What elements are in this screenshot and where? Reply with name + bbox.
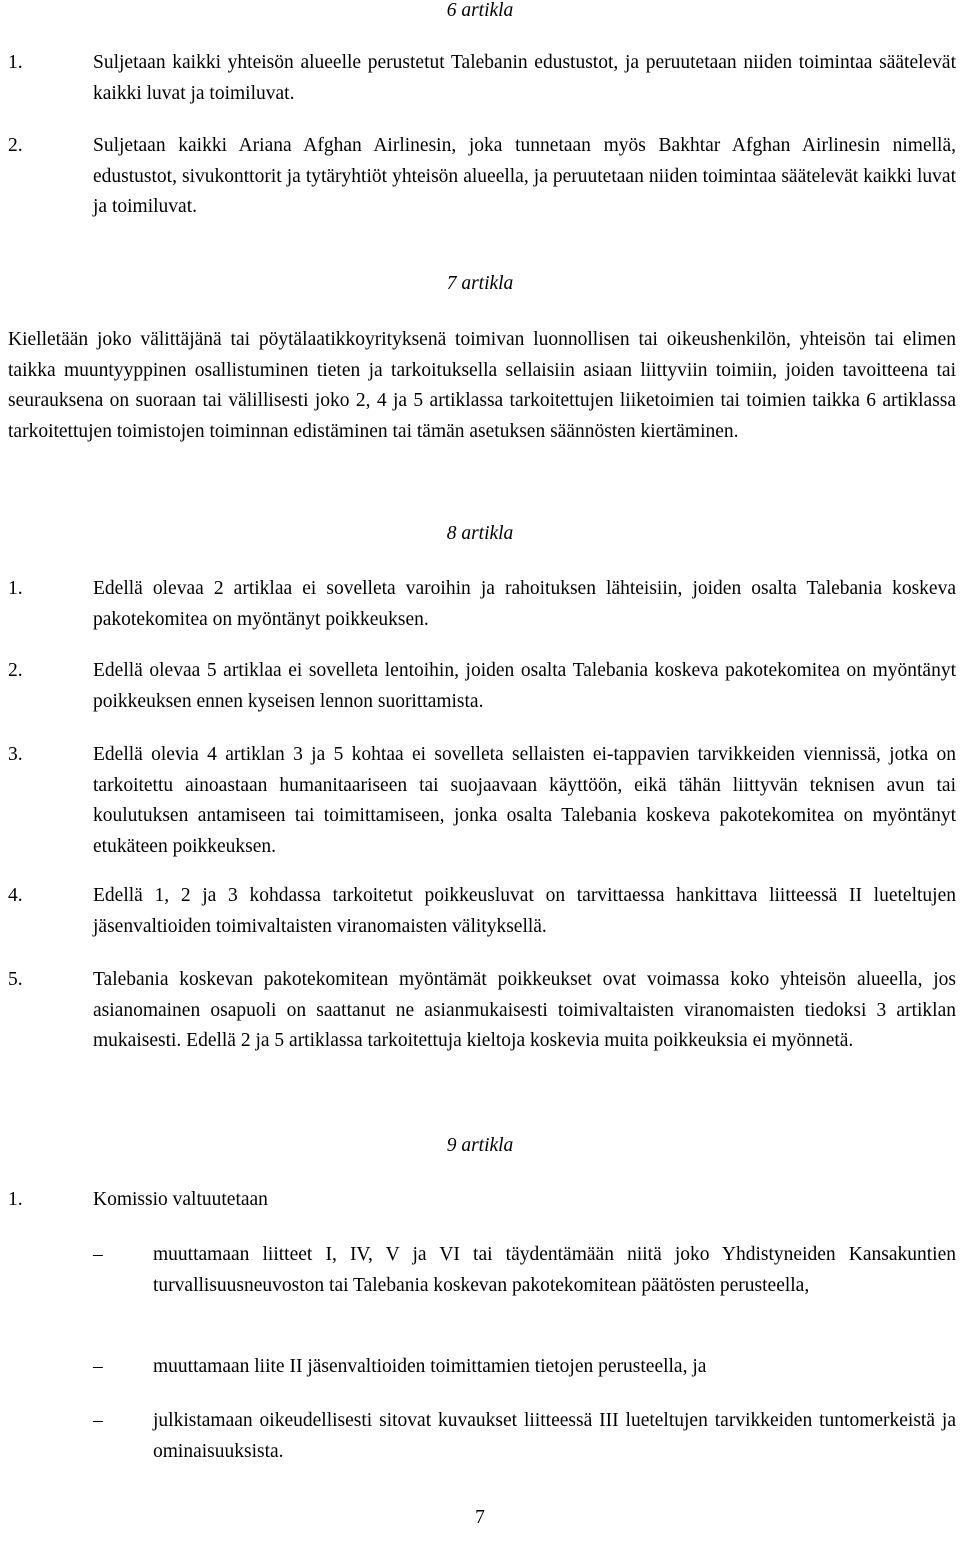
article-8-item-5 [8,965,956,1057]
dash-item-text: muuttamaan liitteet I, IV, V ja VI tai täydentämään niitä joko Yhdistyneiden Kansakuntien turvallisuusneuvoston tai Talebania koskevan pakotekomitean päätösten perusteella, [153,1244,956,1296]
item-text: Edellä 1, 2 ja 3 kohdassa tarkoitetut poikkeusluvat on tarvittaessa hankittava liitteessä II lueteltujen jäsenvaltioiden toimivaltaisten viranomaisten välityksellä. [93,885,956,937]
article-8-item-2 [8,656,956,717]
article-9-dash-item-2 [93,1352,956,1383]
item-number: 1. [8,52,23,73]
article-9-dash-item-1 [93,1240,956,1301]
article-6-item-1 [8,48,956,109]
dash-marker: – [93,1244,103,1265]
article-8-item-1 [8,574,956,635]
article-9-heading: 9 artikla [446,1135,514,1156]
article-8-item-4 [8,881,956,942]
article-7-paragraph: Kielletään joko välittäjänä tai pöytälaatikkoyrityksenä toimivan luonnollisen tai oikeushenkilön, yhteisön tai elimen taikka muuntyyppinen osallistuminen tieten ja tarkoituksella sellaisiin asiaan liittyviin toimiin, joiden tavoitteena tai seurauksena on suoraan tai välillisesti joko 2, 4 ja 5 artiklassa tarkoitettujen liiketoimien tai toimien taikka 6 artiklassa tarkoitettujen toimistojen toiminnan edistäminen tai tämän asetuksen säännösten kiertäminen. [8,329,956,442]
item-text: Edellä olevaa 2 artiklaa ei sovelleta varoihin ja rahoituksen lähteisiin, joiden osalta Talebania koskeva pakotekomitea on myöntänyt poikkeuksen. [93,578,956,630]
item-text: Komissio valtuutetaan [93,1189,268,1210]
article-8-heading: 8 artikla [446,523,514,544]
item-number: 2. [8,660,23,681]
item-text: Edellä olevia 4 artiklan 3 ja 5 kohtaa ei sovelleta sellaisten ei-tappavien tarvikkeiden viennissä, jotka on tarkoitettu ainoastaan humanitaariseen tai suojaavaan käyttöön, eikä tähän liittyvän teknisen avun tai koulutuksen antamiseen tai toimittamiseen, jonka osalta Talebania koskeva pakotekomitea on myöntänyt etukäteen poikkeuksen. [93,744,956,857]
item-number: 3. [8,744,23,765]
article-6-heading: 6 artikla [446,0,514,21]
article-9-dash-item-3 [93,1406,956,1467]
page-number: 7 [475,1507,485,1528]
item-text: Suljetaan kaikki Ariana Afghan Airlinesin, joka tunnetaan myös Bakhtar Afghan Airlinesin nimellä, edustustot, sivukonttorit ja tytäryhtiöt yhteisön alueella, ja peruutetaan niiden toimintaa säätelevät kaikki luvat ja toimiluvat. [93,135,956,217]
item-number: 1. [8,578,23,599]
item-text: Suljetaan kaikki yhteisön alueelle perustetut Talebanin edustustot, ja peruutetaan niiden toimintaa säätelevät kaikki luvat ja toimiluvat. [93,52,956,104]
item-number: 4. [8,885,23,906]
article-9-item-1 [8,1185,956,1216]
dash-marker: – [93,1410,103,1431]
item-text: Talebania koskevan pakotekomitean myöntämät poikkeukset ovat voimassa koko yhteisön alueella, jos asianomainen osapuoli on saattanut ne asianmukaisesti toimivaltaisten viranomaisten tiedoksi 3 artiklan mukaisesti. Edellä 2 ja 5 artiklassa tarkoitettuja kieltoja koskevia muita poikkeuksia ei myönnetä. [93,969,956,1051]
item-number: 2. [8,135,23,156]
article-8-item-3 [8,740,956,862]
item-number: 5. [8,969,23,990]
item-number: 1. [8,1189,23,1210]
article-7-heading: 7 artikla [446,273,514,294]
item-text: Edellä olevaa 5 artiklaa ei sovelleta lentoihin, joiden osalta Talebania koskeva pakotekomitea on myöntänyt poikkeuksen ennen kyseisen lennon suorittamista. [93,660,956,712]
dash-marker: – [93,1356,103,1377]
article-6-item-2 [8,131,956,223]
dash-item-text: muuttamaan liite II jäsenvaltioiden toimittamien tietojen perusteella, ja [153,1356,707,1377]
dash-item-text: julkistamaan oikeudellisesti sitovat kuvaukset liitteessä III lueteltujen tarvikkeiden tuntomerkeistä ja ominaisuuksista. [153,1410,956,1462]
